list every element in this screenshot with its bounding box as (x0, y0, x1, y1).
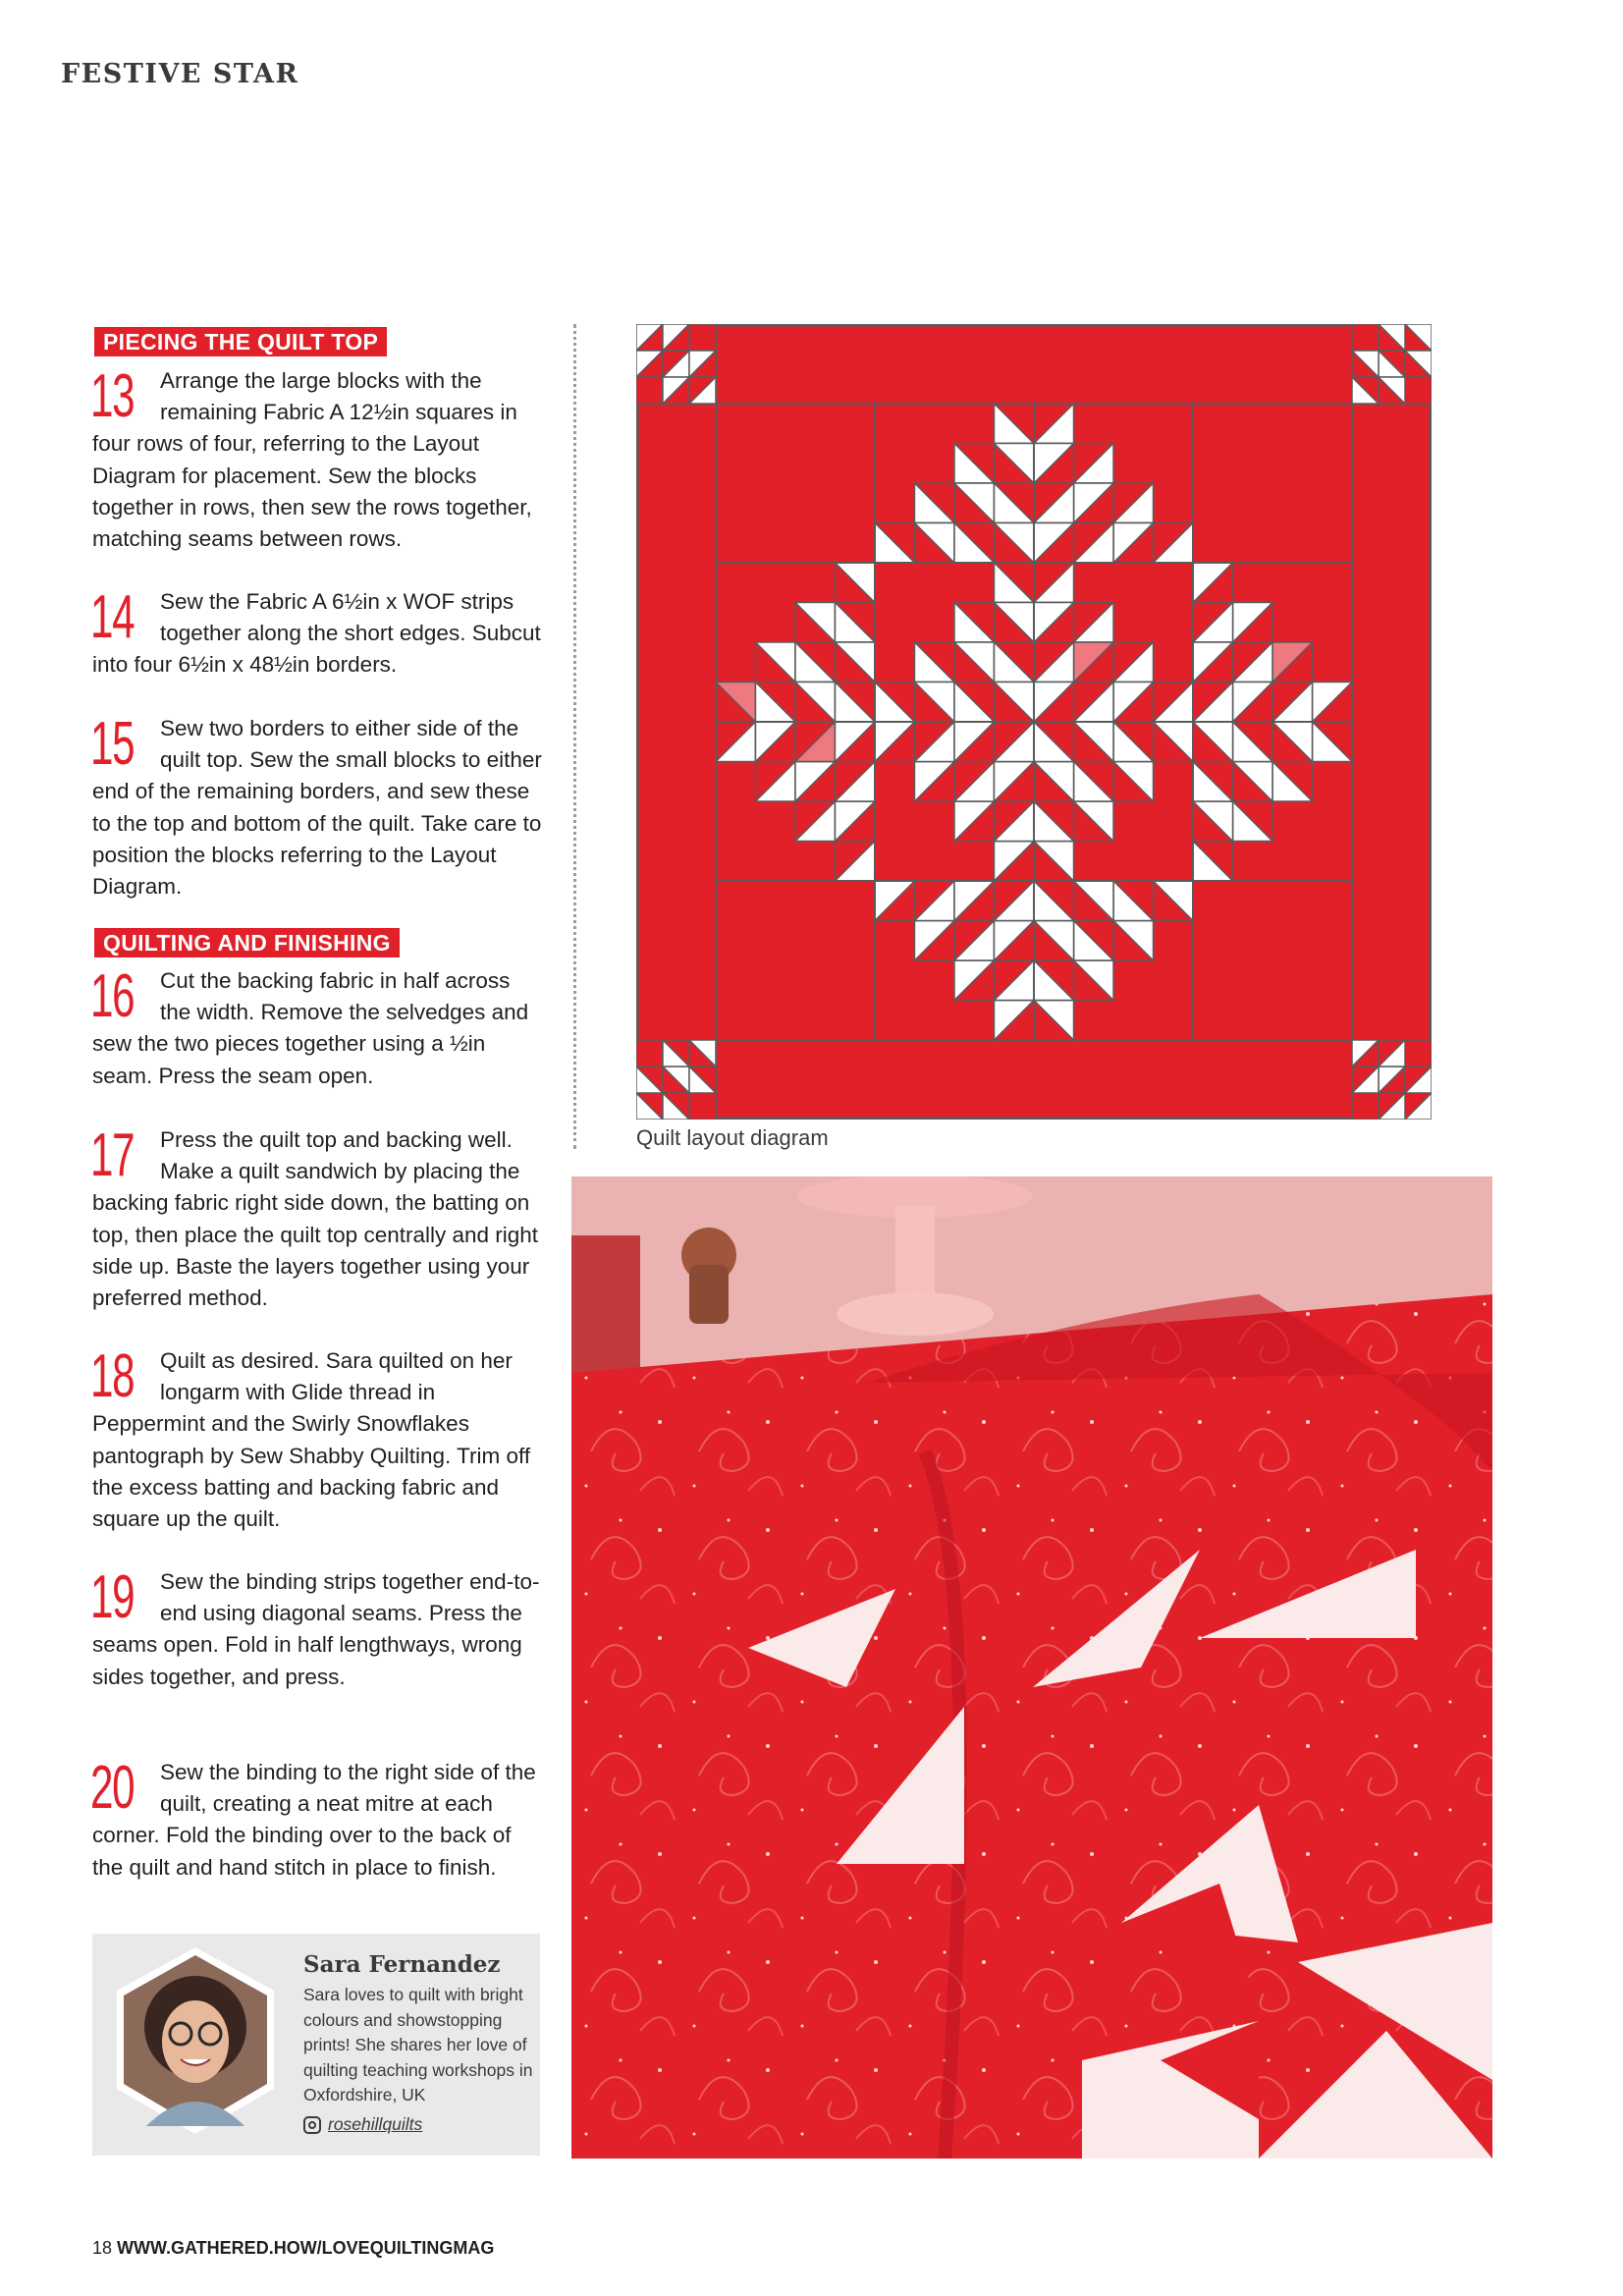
step-number: 20 (90, 1754, 135, 1822)
step-number: 14 (90, 583, 135, 651)
step-number: 15 (90, 710, 135, 778)
step-text: Press the quilt top and backing well. Make a quilt sandwich by placing the backing fabric right side down, the batting on top, then place the quilt top centrally and right side up. Baste the layers together using your preferred method. (92, 1127, 539, 1311)
step-text: Arrange the large blocks with the remaining Fabric A 12½in squares in four rows of four, referring to the Layout Diagram for placement. Sew the blocks together in rows, then sew the rows together, matching seams between rows. (92, 368, 532, 552)
step-14 (90, 583, 544, 682)
page-footer (92, 2238, 494, 2259)
diagram-caption: Quilt layout diagram (636, 1125, 829, 1150)
square-patch (1405, 377, 1432, 404)
instagram-icon (303, 2116, 321, 2134)
step-text: Sew the Fabric A 6½in x WOF strips together along the short edges. Subcut into four 6½in x 48½in borders. (92, 589, 541, 678)
square-patch (1352, 324, 1379, 351)
author-bio (92, 1934, 540, 2156)
step-number: 16 (90, 962, 135, 1030)
author-name: Sara Fernandez (303, 1951, 501, 1978)
step-17 (90, 1121, 544, 1314)
step-18 (90, 1342, 544, 1535)
square-patch (689, 324, 716, 351)
step-19 (90, 1563, 544, 1693)
magazine-url[interactable]: WWW.GATHERED.HOW/LOVEQUILTINGMAG (117, 2238, 495, 2258)
step-number: 19 (90, 1563, 135, 1631)
heading-quilting: QUILTING AND FINISHING (94, 928, 400, 957)
step-text: Sew the binding to the right side of the quilt, creating a neat mitre at each corner. Fold the binding over to the back of the quilt and hand stitch in place to finish. (92, 1760, 536, 1880)
step-number: 17 (90, 1121, 135, 1189)
step-text: Cut the backing fabric in half across the width. Remove the selvedges and sew the two pieces together using a ½in seam. Press the seam open. (92, 968, 529, 1088)
step-number: 13 (90, 362, 135, 430)
instagram-handle-link[interactable]: rosehillquilts (328, 2114, 423, 2134)
quilt-layout-diagram (636, 324, 1432, 1120)
step-15 (90, 710, 544, 902)
author-description: Sara loves to quilt with bright colours and showstopping prints! She shares her love of quilting teaching workshops in Oxfordshire, UK (303, 1985, 533, 2105)
step-16 (90, 962, 544, 1092)
step-text: Sew two borders to either side of the quilt top. Sew the small blocks to either end of the remaining borders, and sew these to the top and bottom of the quilt. Take care to position the blocks referring to the Layout Diagram. (92, 716, 542, 900)
section-title: FESTIVE STAR (61, 59, 299, 89)
column-divider (573, 324, 576, 1149)
square-patch (689, 1093, 716, 1120)
step-number: 18 (90, 1342, 135, 1410)
quilt-photo (571, 1176, 1492, 2159)
page-number: 18 (92, 2238, 113, 2258)
step-text: Quilt as desired. Sara quilted on her longarm with Glide thread in Peppermint and the Swirly Snowflakes pantograph by Sew Shabby Quilting. Trim off the excess batting and backing fabric and square up the quilt. (92, 1348, 531, 1532)
step-20 (90, 1754, 544, 1884)
heading-piecing: PIECING THE QUILT TOP (94, 327, 387, 356)
square-patch (1352, 1093, 1379, 1120)
square-patch (636, 1040, 663, 1066)
square-patch (1405, 1040, 1432, 1066)
square-patch (636, 377, 663, 404)
author-avatar (92, 1934, 298, 2156)
step-13 (90, 362, 544, 555)
step-text: Sew the binding strips together end-to-end using diagonal seams. Press the seams open. Fold in half lengthways, wrong sides together, and press. (92, 1569, 540, 1689)
